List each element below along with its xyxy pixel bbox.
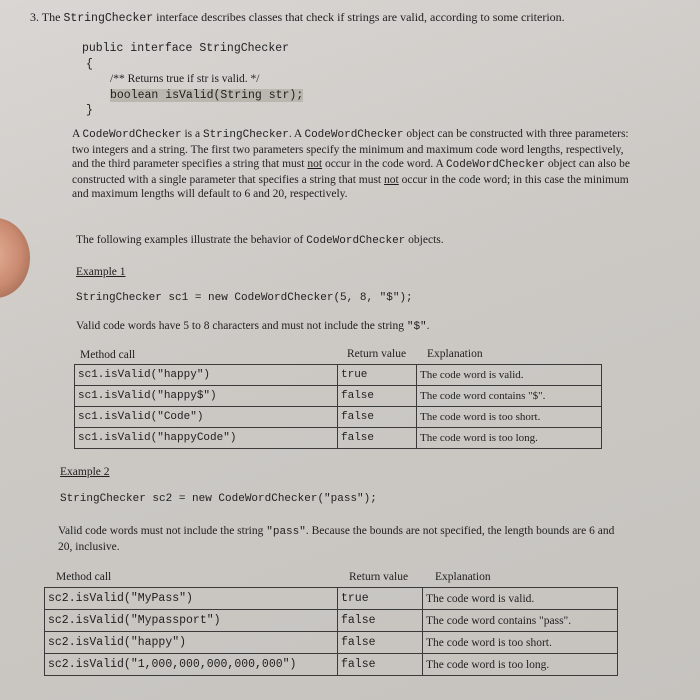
example2-note: Valid code words must not include the string "pass". Because the bounds are not specified, the length bounds are 6 and 20, inclusive.: [58, 525, 615, 553]
return-value-cell: true: [338, 588, 423, 610]
code-close-brace: }: [86, 104, 93, 117]
return-value-cell: false: [338, 610, 423, 632]
method-call-cell: sc1.isValid("happyCode"): [75, 428, 338, 449]
example1-note: Valid code words have 5 to 8 characters and must not include the string "$".: [76, 320, 430, 333]
method-call-cell: sc2.isValid("MyPass"): [45, 588, 338, 610]
table-row: [75, 386, 602, 407]
table-row: [75, 407, 602, 428]
return-value-cell: true: [338, 365, 417, 386]
return-value-cell: false: [338, 632, 423, 654]
return-value-cell: false: [338, 386, 417, 407]
code-line-interface: public interface StringChecker: [82, 42, 290, 55]
explanation-cell: The code word is valid.: [423, 588, 618, 610]
example2-code: StringChecker sc2 = new CodeWordChecker("pass");: [60, 493, 377, 505]
method-call-cell: sc2.isValid("Mypassport"): [45, 610, 338, 632]
example2-heading: Example 2: [60, 466, 110, 478]
question-lead: The: [41, 10, 61, 24]
explanation-cell: The code word is valid.: [417, 365, 602, 386]
finger-shadow: [0, 218, 30, 298]
method-call-cell: sc1.isValid("Code"): [75, 407, 338, 428]
table-row: [75, 428, 602, 449]
question-rest: interface describes classes that check if strings are valid, according to some criterion.: [156, 10, 565, 24]
explanation-cell: The code word is too short.: [417, 407, 602, 428]
example1-code: StringChecker sc1 = new CodeWordChecker(5, 8, "$");: [76, 292, 413, 304]
table-row: [45, 588, 618, 610]
code-comment: /** Returns true if str is valid. */: [110, 73, 260, 85]
method-call-cell: sc1.isValid("happy$"): [75, 386, 338, 407]
method-call-cell: sc2.isValid("happy"): [45, 632, 338, 654]
method-call-cell: sc2.isValid("1,000,000,000,000,000"): [45, 654, 338, 676]
description-paragraph: A CodeWordChecker is a StringChecker. A CodeWordChecker object can be constructed with three parameters: two integers and a string. The first two parameters specify the minimum and maximum code word lengths, respectively, and the third parameter specifies a string that must not occur in the code word. A CodeWordChecker object can also be constructed with a single parameter that specifies a string that must not occur in the code word; in this case the minimum and maximum lengths will default to 6 and 20, respectively.: [72, 128, 630, 200]
example1-table: [74, 364, 602, 449]
explanation-cell: The code word contains "pass".: [423, 610, 618, 632]
table-row: [75, 365, 602, 386]
example1-header-return: Return value: [347, 348, 407, 360]
code-method: boolean isValid(String str);: [110, 89, 304, 102]
question-title: [30, 10, 565, 25]
question-type-name: StringChecker: [63, 12, 154, 25]
example1-header-method: Method call: [80, 349, 136, 361]
explanation-cell: The code word is too long.: [423, 654, 618, 676]
table-row: [45, 610, 618, 632]
code-open-brace: {: [86, 58, 93, 71]
table-row: [45, 654, 618, 676]
explanation-cell: The code word is too short.: [423, 632, 618, 654]
return-value-cell: false: [338, 407, 417, 428]
example2-header-method: Method call: [56, 571, 112, 583]
example1-heading: Example 1: [76, 266, 126, 278]
return-value-cell: false: [338, 428, 417, 449]
question-number: 3.: [30, 10, 39, 24]
example1-header-explanation: Explanation: [427, 348, 483, 360]
example2-header-return: Return value: [349, 571, 409, 583]
example2-header-explanation: Explanation: [435, 571, 491, 583]
return-value-cell: false: [338, 654, 423, 676]
method-call-cell: sc1.isValid("happy"): [75, 365, 338, 386]
example2-table: [44, 587, 618, 676]
explanation-cell: The code word is too long.: [417, 428, 602, 449]
examples-intro: The following examples illustrate the behavior of CodeWordChecker objects.: [76, 234, 444, 247]
explanation-cell: The code word contains "$".: [417, 386, 602, 407]
table-row: [45, 632, 618, 654]
